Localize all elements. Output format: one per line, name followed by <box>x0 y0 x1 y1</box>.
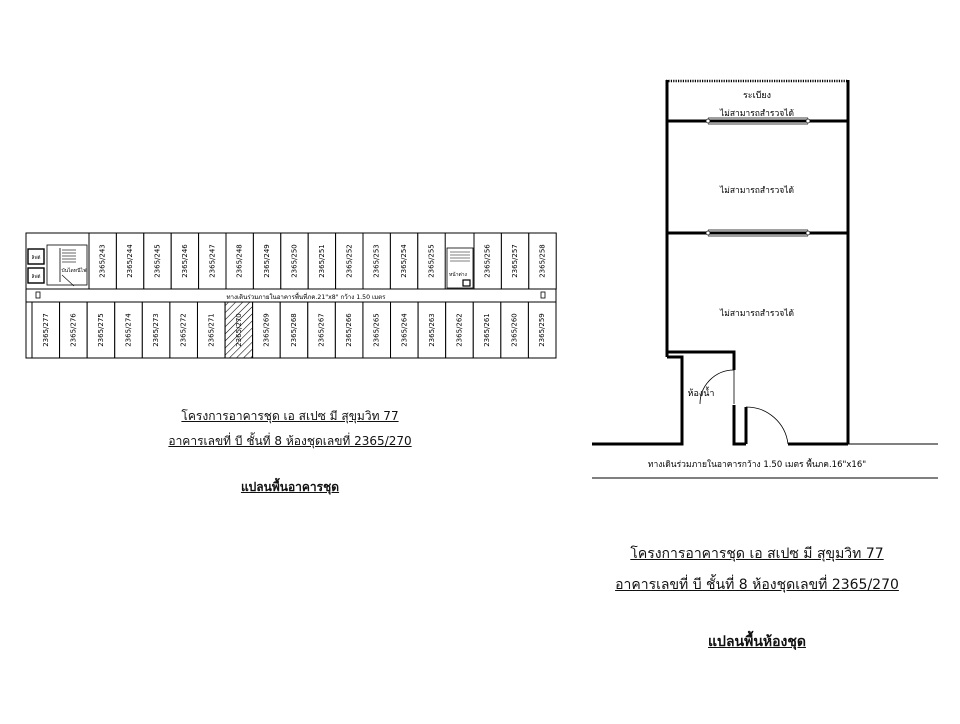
bottom-row-unit <box>446 302 474 358</box>
top-row-unit <box>226 233 253 289</box>
right-caption-building: อาคารเลขที่ บี ชั้นที่ 8 ห้องชุดเลขที่ 2365/270 <box>615 577 899 593</box>
unit-number-label: 2365/268 <box>290 313 298 347</box>
unit-number-label: 2365/275 <box>96 313 105 347</box>
top-row-unit <box>144 233 171 289</box>
unit-number-label: 2365/254 <box>400 244 409 278</box>
unit-number-label: 2365/251 <box>317 244 326 278</box>
sliding-door-lower <box>667 230 848 236</box>
top-row-unit <box>116 233 143 289</box>
top-row-unit <box>89 233 116 289</box>
top-row-unit <box>281 233 308 289</box>
unit-number-label: 2365/272 <box>179 313 188 347</box>
bottom-row-unit <box>363 302 391 358</box>
unit-number-label: 2365/252 <box>345 244 354 278</box>
bottom-row-unit <box>197 302 225 358</box>
unit-number-label: 2365/255 <box>427 244 436 278</box>
unit-number-label: 2365/243 <box>98 244 107 278</box>
top-row-unit <box>418 233 445 289</box>
bottom-row-unit <box>142 302 170 358</box>
unit-number-label: 2365/250 <box>290 244 299 278</box>
bottom-row-unit <box>87 302 115 358</box>
unit-number-label: 2365/261 <box>483 313 492 347</box>
inaccessible-label-1: ไม่สามารถสำรวจได้ <box>719 109 795 119</box>
unit-floor-plan <box>592 80 938 478</box>
left-caption-project: โครงการอาคารชุด เอ สเปซ มี สุขุมวิท 77 <box>181 409 399 423</box>
stair-core-right <box>447 248 473 288</box>
unit-number-label: 2365/247 <box>208 244 217 278</box>
bathroom-label: ห้องน้ำ <box>687 389 715 399</box>
unit-number-label: 2365/266 <box>345 313 354 347</box>
stair-label: บันไดหนีไฟ <box>61 268 87 274</box>
bottom-row-unit <box>170 302 198 358</box>
bathroom-walls <box>592 352 938 444</box>
top-row-unit <box>171 233 198 289</box>
top-row-units <box>89 233 556 289</box>
top-row-unit <box>308 233 335 289</box>
small-room-label: หน้าต่าง <box>448 272 468 278</box>
bottom-row-unit <box>32 302 60 358</box>
unit-number-label: 2365/257 <box>511 244 520 278</box>
top-row-unit <box>253 233 280 289</box>
left-caption-title: แปลนพื้นอาคารชุด <box>240 480 340 494</box>
bottom-row-unit <box>501 302 529 358</box>
unit-number-label: 2365/259 <box>538 313 547 347</box>
top-row-unit <box>336 233 363 289</box>
unit-number-label: 2365/262 <box>455 313 464 347</box>
bottom-row-units <box>32 302 556 358</box>
unit-number-label: 2365/270 <box>234 313 243 347</box>
unit-number-label: 2365/269 <box>262 313 271 347</box>
stair-core-left <box>47 245 87 286</box>
bottom-row-unit <box>308 302 336 358</box>
unit-number-label: 2365/244 <box>126 244 135 278</box>
right-caption-title: แปลนพื้นห้องชุด <box>708 634 806 650</box>
top-row-unit <box>390 233 417 289</box>
bottom-row-unit <box>115 302 143 358</box>
bottom-row-unit <box>528 302 556 358</box>
unit-number-label: 2365/260 <box>510 313 519 347</box>
bottom-row-unit <box>253 302 281 358</box>
corridor-label: ทางเดินร่วมภายในอาคารพื้นที่ภค.21"x8" กว้าง 1.50 เมตร <box>226 294 386 301</box>
bottom-row-unit <box>418 302 446 358</box>
unit-number-label: 2365/265 <box>372 313 381 347</box>
bottom-row-unit <box>60 302 88 358</box>
unit-number-label: 2365/248 <box>235 244 244 278</box>
bottom-row-unit <box>335 302 363 358</box>
unit-number-label: 2365/249 <box>263 244 272 278</box>
inaccessible-label-3: ไม่สามารถสำรวจได้ <box>719 309 795 319</box>
unit-number-label: 2365/256 <box>483 244 492 278</box>
unit-number-label: 2365/258 <box>538 244 547 278</box>
balcony-label: ระเบียง <box>742 91 772 101</box>
unit-number-label: 2365/263 <box>427 313 436 347</box>
left-caption-building: อาคารเลขที่ บี ชั้นที่ 8 ห้องชุดเลขที่ 2365/270 <box>168 434 412 448</box>
unit-number-label: 2365/277 <box>41 313 50 347</box>
top-row-unit <box>363 233 390 289</box>
lift-label-1: ลิฟต์ <box>31 256 41 261</box>
unit-number-label: 2365/274 <box>124 313 133 347</box>
bottom-row-unit <box>280 302 308 358</box>
building-floor-plan <box>26 233 556 358</box>
inaccessible-label-2: ไม่สามารถสำรวจได้ <box>719 186 795 196</box>
unit-corridor-label: ทางเดินร่วมภายในอาคารกว้าง 1.50 เมตร พื้นภค.16"x16" <box>647 460 867 470</box>
unit-number-label: 2365/271 <box>207 313 216 347</box>
bottom-row-unit <box>391 302 419 358</box>
top-row-unit <box>501 233 528 289</box>
top-row-unit <box>199 233 226 289</box>
unit-number-label: 2365/267 <box>317 313 326 347</box>
lift-label-2: ลิฟต์ <box>31 275 41 280</box>
unit-number-label: 2365/253 <box>372 244 381 278</box>
bottom-row-unit <box>225 302 253 358</box>
unit-number-label: 2365/245 <box>153 244 162 278</box>
top-row-unit <box>529 233 556 289</box>
right-caption-project: โครงการอาคารชุด เอ สเปซ มี สุขุมวิท 77 <box>630 546 884 562</box>
entry-door-swing <box>746 407 788 444</box>
unit-number-label: 2365/264 <box>400 313 409 347</box>
top-row-unit <box>474 233 501 289</box>
unit-number-label: 2365/246 <box>180 244 189 278</box>
unit-number-label: 2365/273 <box>152 313 161 347</box>
bottom-row-unit <box>473 302 501 358</box>
unit-number-label: 2365/276 <box>69 313 78 347</box>
